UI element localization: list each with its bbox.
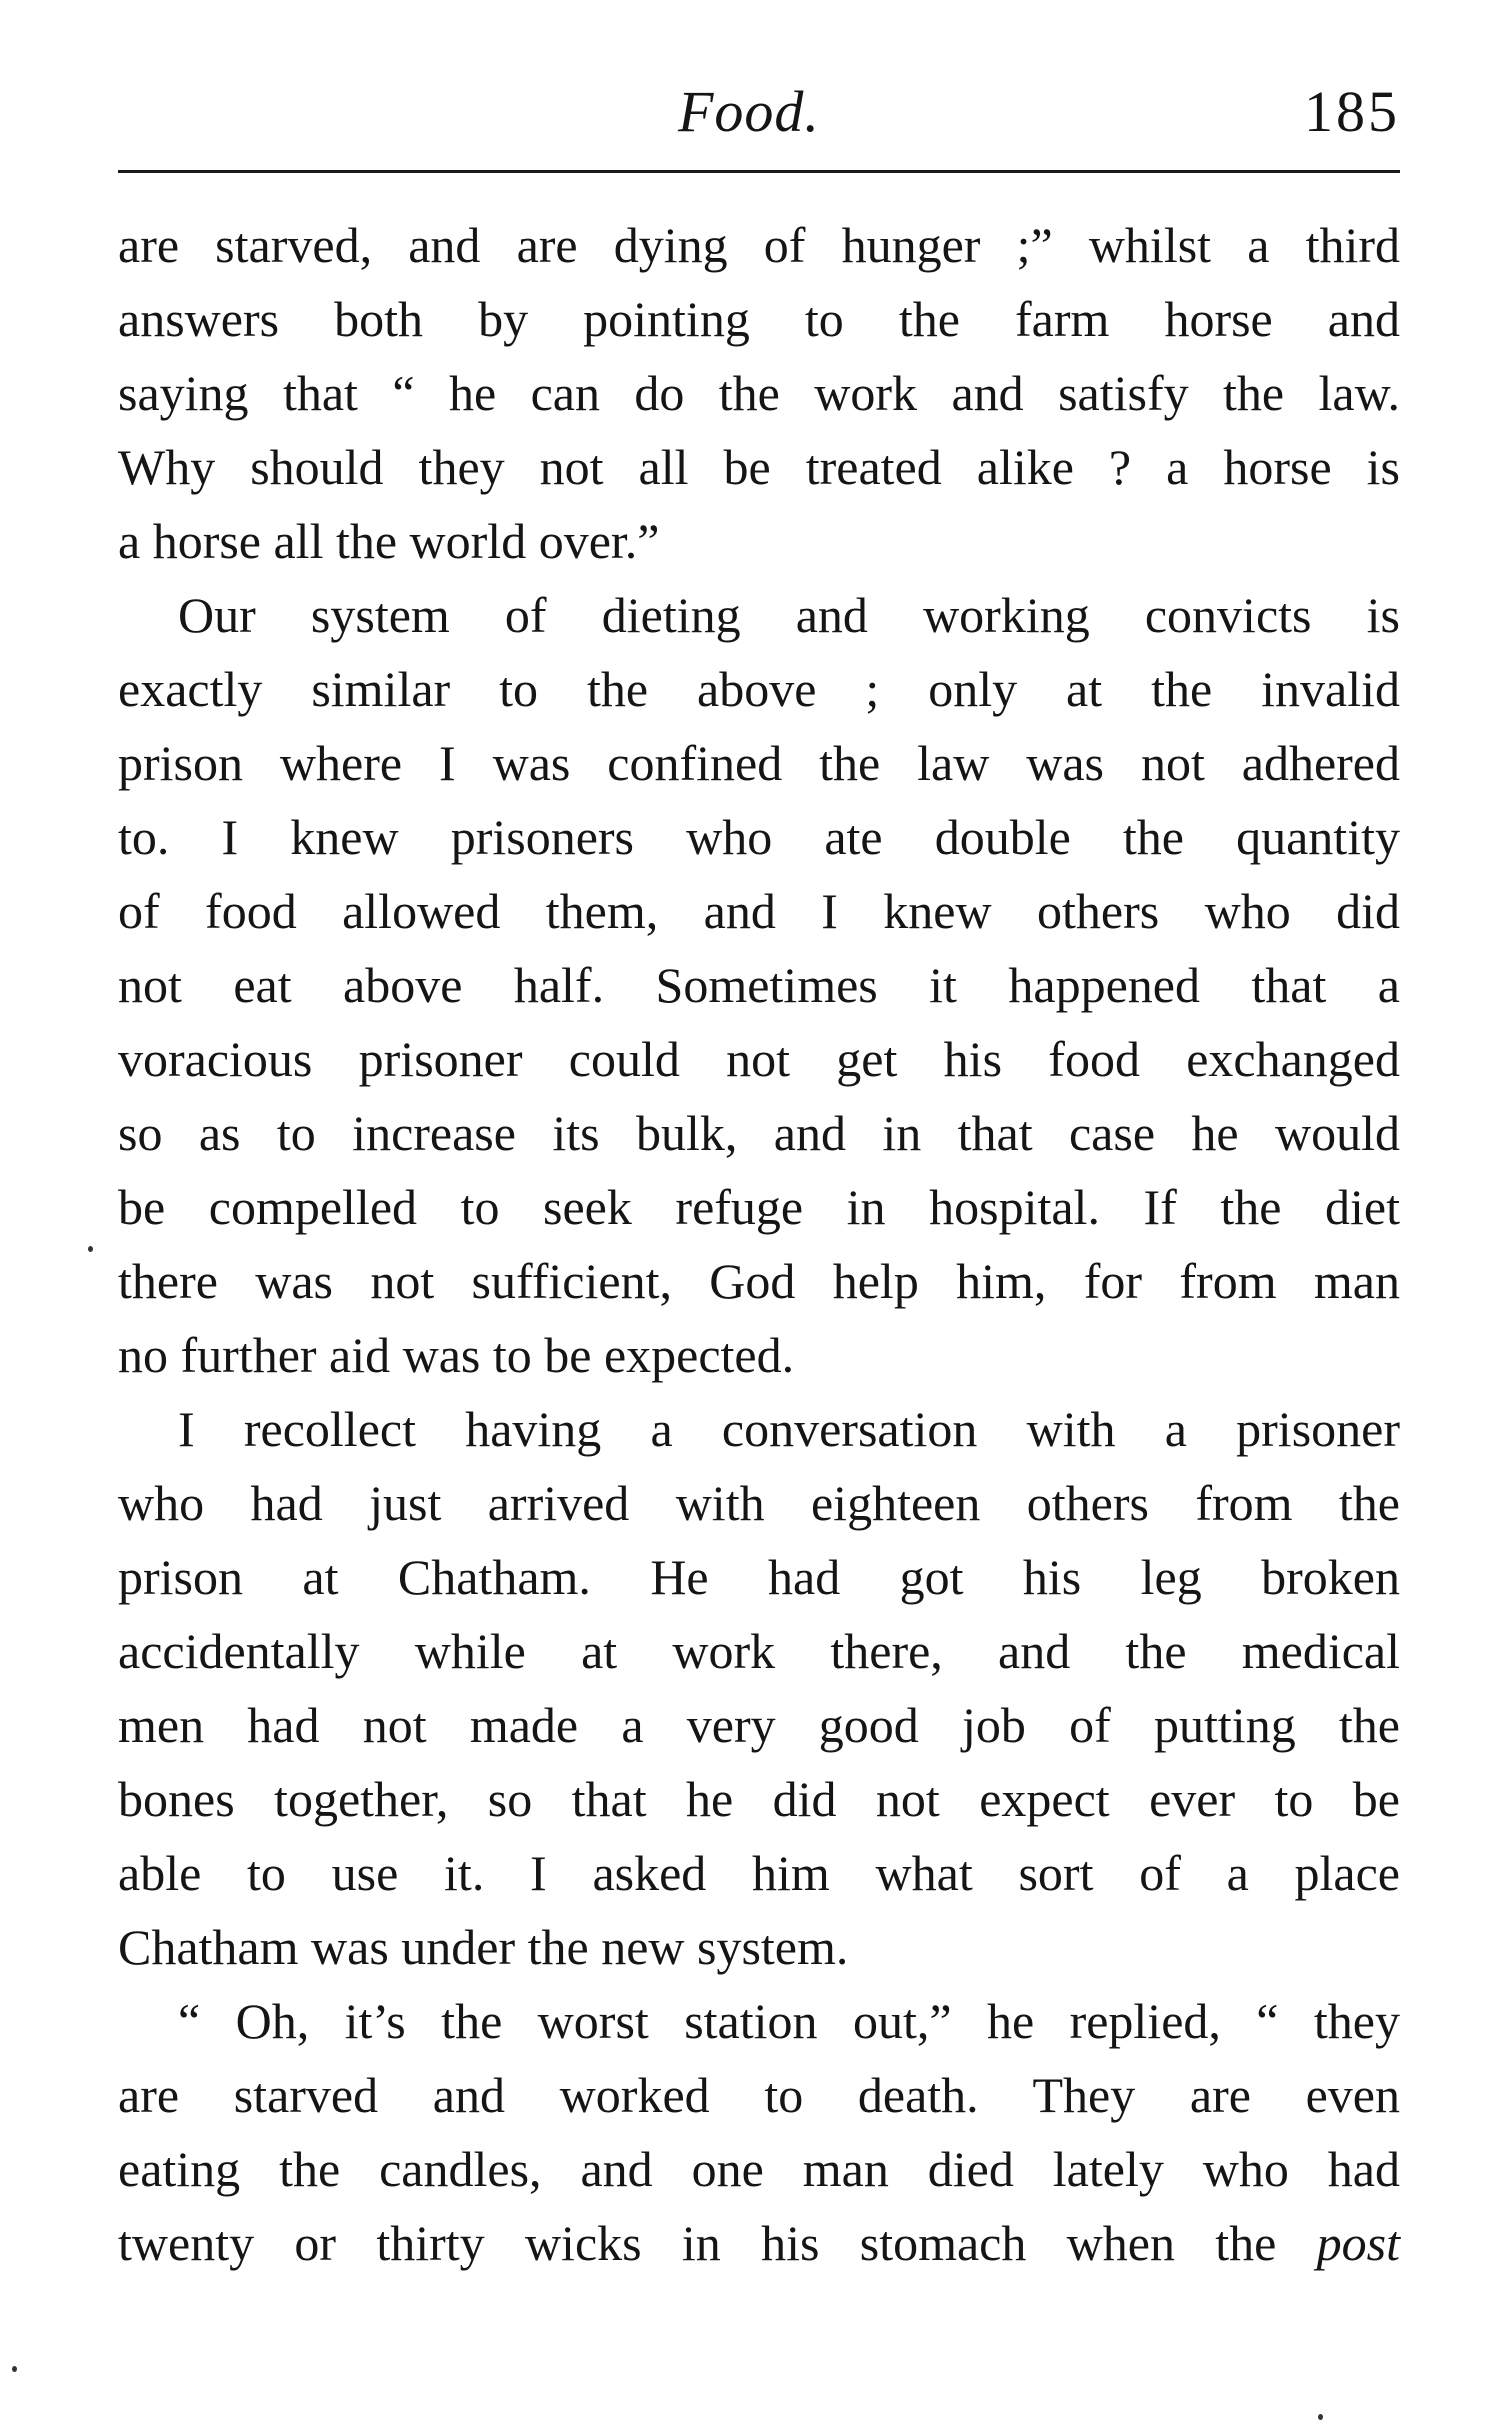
- page-number: 185: [1304, 79, 1400, 144]
- text-line: eating the candles, and one man died lately who had: [118, 2141, 1400, 2197]
- text-line: men had not made a very good job of putting the: [118, 1697, 1400, 1753]
- text-line: bones together, so that he did not expect ever to be: [118, 1771, 1400, 1827]
- text-line: prison where I was confined the law was not adhered: [118, 735, 1400, 791]
- text-line: are starved and worked to death. They are even: [118, 2067, 1400, 2123]
- running-head: [118, 78, 1400, 158]
- text-line: so as to increase its bulk, and in that case he would: [118, 1105, 1400, 1161]
- text-line: accidentally while at work there, and the medical: [118, 1623, 1400, 1679]
- text-line: Chatham was under the new system.: [118, 1919, 849, 1975]
- text-line: voracious prisoner could not get his food exchanged: [118, 1031, 1400, 1087]
- text-line: Our system of dieting and working convicts is: [178, 587, 1400, 643]
- paragraph-3: [118, 1392, 1400, 1984]
- text-line: answers both by pointing to the farm horse and: [118, 291, 1400, 347]
- text-line: “ Oh, it’s the worst station out,” he replied, “ they: [178, 1993, 1400, 2049]
- text-line: exactly similar to the above ; only at the invalid: [118, 661, 1400, 717]
- text-line: saying that “ he can do the work and satisfy the law.: [118, 365, 1400, 421]
- text-line: be compelled to seek refuge in hospital. If the diet: [118, 1179, 1400, 1235]
- print-speck: [88, 1246, 93, 1252]
- text-line: Why should they not all be treated alike ? a horse is: [118, 439, 1400, 495]
- text-line-final-roman: twenty or thirty wicks in his stomach when the: [118, 2215, 1277, 2271]
- text-line: not eat above half. Sometimes it happened that a: [118, 957, 1400, 1013]
- text-line: able to use it. I asked him what sort of a place: [118, 1845, 1400, 1901]
- print-speck: [12, 2366, 17, 2372]
- text-line: no further aid was to be expected.: [118, 1327, 795, 1383]
- text-line: of food allowed them, and I knew others who did: [118, 883, 1400, 939]
- text-line: who had just arrived with eighteen others from the: [118, 1475, 1400, 1531]
- text-line: to. I knew prisoners who ate double the quantity: [118, 809, 1400, 865]
- text-line: prison at Chatham. He had got his leg broken: [118, 1549, 1400, 1605]
- paragraph-1: [118, 208, 1400, 578]
- text-line: are starved, and are dying of hunger ;” whilst a third: [118, 217, 1400, 273]
- italic-word: post: [1316, 2215, 1400, 2271]
- header-rule: [118, 170, 1400, 173]
- text-line: a horse all the world over.”: [118, 513, 660, 569]
- text-line: there was not sufficient, God help him, for from man: [118, 1253, 1400, 1309]
- text-line-final: [118, 2206, 1400, 2280]
- body-text: [118, 208, 1400, 2280]
- running-head-title: Food.: [678, 79, 820, 144]
- print-speck: [1318, 2414, 1323, 2420]
- paragraph-4: [118, 1984, 1400, 2280]
- paragraph-2: [118, 578, 1400, 1392]
- text-line: I recollect having a conversation with a prisoner: [178, 1401, 1400, 1457]
